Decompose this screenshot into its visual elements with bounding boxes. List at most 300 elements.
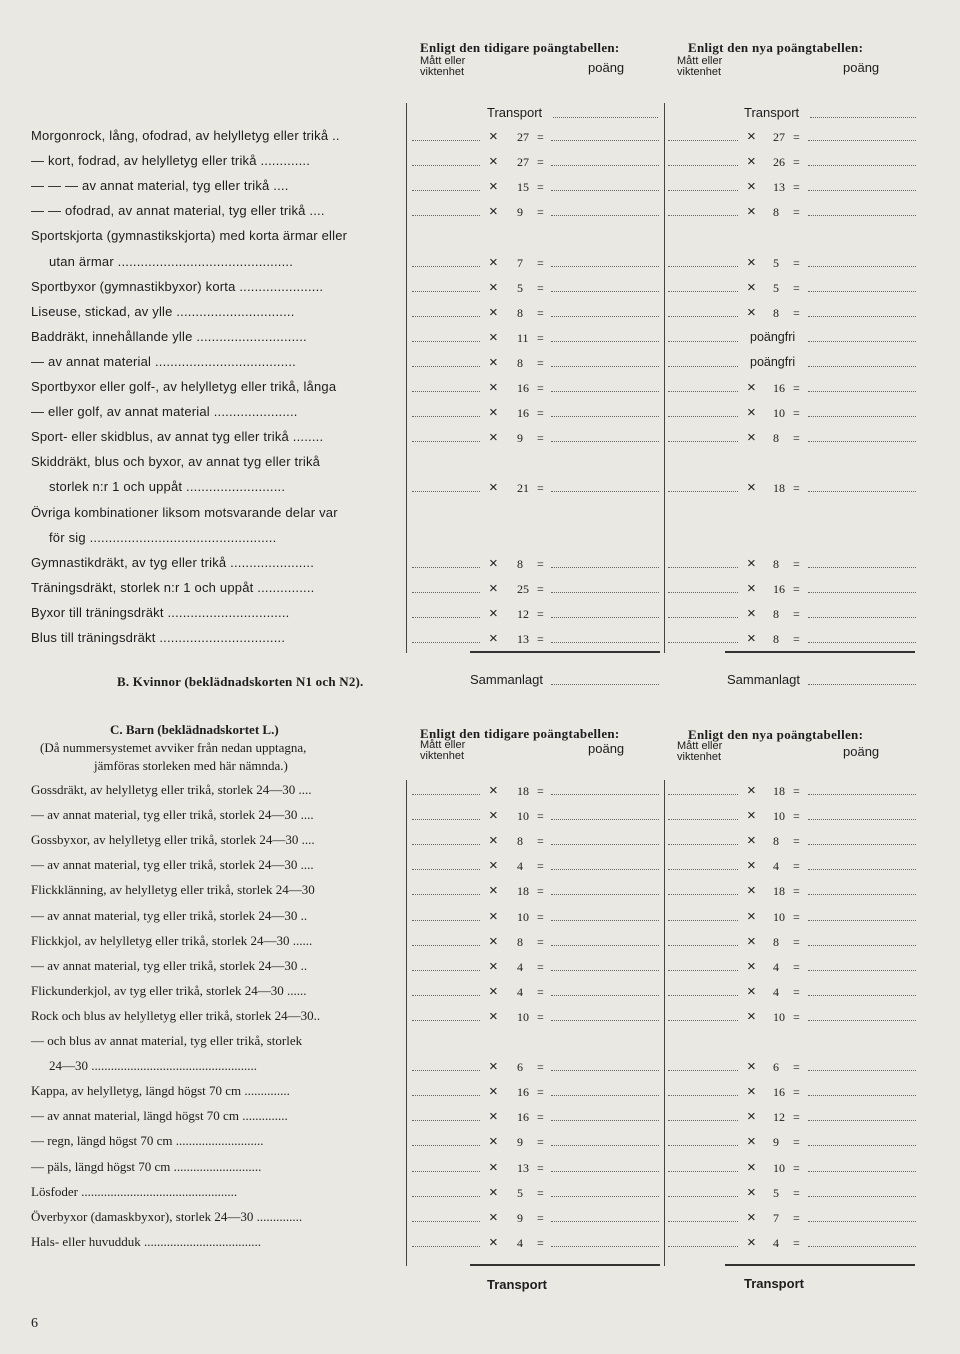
equals-sign: =	[537, 355, 544, 370]
multiply-icon: ×	[747, 303, 756, 321]
new-points-value: 10	[773, 1160, 785, 1175]
multiply-icon: ×	[489, 907, 498, 925]
leader-dots	[808, 1120, 916, 1121]
old-points-label: poäng	[588, 60, 625, 75]
leader-dots	[808, 869, 916, 870]
multiply-icon: ×	[489, 554, 498, 572]
leader-dots	[808, 567, 916, 568]
leader-dots	[808, 491, 916, 492]
leader-dots	[668, 1145, 738, 1146]
new-unit-label-4: viktenhet	[677, 751, 722, 763]
leader-dots	[412, 491, 480, 492]
leader-dots	[668, 366, 738, 367]
leader-dots	[808, 1221, 916, 1222]
new-points-label-2: poäng	[843, 744, 880, 759]
old-table-title: Enligt den tidigare poängtabellen:	[420, 40, 620, 55]
equals-sign: =	[793, 255, 800, 270]
new-points-value: 16	[773, 581, 785, 596]
old-points-value: 13	[517, 1160, 529, 1175]
multiply-icon: ×	[489, 579, 498, 597]
leader-dots	[668, 945, 738, 946]
row-label: Hals- eller huvudduk ....................................	[31, 1233, 262, 1249]
old-points-value: 16	[517, 1085, 529, 1100]
leader-dots	[668, 1196, 738, 1197]
old-points-value: 27	[517, 130, 529, 144]
leader-dots	[412, 1095, 480, 1096]
multiply-icon: ×	[489, 630, 498, 647]
new-points-value: 4	[773, 859, 779, 874]
leader-dots	[551, 165, 659, 166]
old-points-value: 9	[517, 205, 523, 220]
equals-sign: =	[793, 1009, 800, 1024]
new-points-value: 6	[773, 1060, 779, 1075]
old-points-value: 11	[517, 330, 529, 345]
leader-dots	[412, 1221, 480, 1222]
new-points-value: 5	[773, 255, 779, 270]
equals-sign: =	[537, 205, 544, 220]
equals-sign: =	[537, 606, 544, 621]
equals-sign: =	[793, 859, 800, 874]
old-points-value: 10	[517, 1009, 529, 1024]
leader-dots	[668, 567, 738, 568]
equals-sign: =	[537, 859, 544, 874]
row-label: för sig .................................................	[49, 529, 277, 545]
equals-sign: =	[537, 984, 544, 999]
equals-sign: =	[537, 834, 544, 849]
leader-dots	[551, 819, 659, 820]
leader-dots	[551, 441, 659, 442]
leader-dots	[810, 117, 916, 118]
leader-dots	[412, 165, 480, 166]
leader-dots	[668, 819, 738, 820]
leader-dots	[808, 291, 916, 292]
equals-sign: =	[537, 581, 544, 596]
section-c-note-2: jämföras storleken med här nämnda.)	[94, 758, 288, 773]
row-label: Liseuse, stickad, av ylle ...............................	[31, 303, 295, 319]
leader-dots	[668, 617, 738, 618]
equals-sign: =	[537, 1160, 544, 1175]
equals-sign: =	[537, 934, 544, 949]
row-label: Rock och blus av helylletyg eller trikå, storlek 24—30..	[31, 1007, 321, 1023]
row-label: Träningsdräkt, storlek n:r 1 och uppåt ...............	[31, 579, 315, 595]
leader-dots	[808, 970, 916, 971]
leader-dots	[412, 1196, 480, 1197]
new-sum-rule	[725, 651, 915, 653]
row-label: Lösfoder ................................................	[31, 1183, 238, 1199]
row-label: Sportskjorta (gymnastikskjorta) med korta ärmar eller	[31, 228, 348, 244]
leader-dots	[668, 140, 738, 141]
row-label: — av annat material, tyg eller trikå, storlek 24—30 ..	[31, 907, 308, 923]
equals-sign: =	[537, 1135, 544, 1150]
row-label: Flickunderkjol, av tyg eller trikå, storlek 24—30 ......	[31, 982, 307, 998]
old-points-value: 7	[517, 255, 523, 270]
leader-dots	[808, 920, 916, 921]
new-points-value: 7	[773, 1210, 779, 1225]
multiply-icon: ×	[489, 153, 498, 171]
leader-dots	[412, 1145, 480, 1146]
new-points-value: 16	[773, 381, 785, 395]
leader-dots	[412, 215, 480, 216]
multiply-icon: ×	[489, 932, 498, 950]
leader-dots	[412, 970, 480, 971]
equals-sign: =	[793, 280, 800, 295]
old-points-value: 9	[517, 431, 523, 446]
row-label: — och blus av annat material, tyg eller trikå, storlek	[31, 1033, 303, 1048]
leader-dots	[551, 1070, 659, 1071]
leader-dots	[808, 1246, 916, 1247]
new-unit-label-3: Mått eller	[677, 740, 723, 752]
equals-sign: =	[793, 481, 800, 496]
leader-dots	[412, 391, 480, 392]
leader-dots	[668, 316, 738, 317]
multiply-icon: ×	[747, 807, 756, 825]
leader-dots	[412, 140, 480, 141]
multiply-icon: ×	[489, 832, 498, 850]
multiply-icon: ×	[747, 579, 756, 597]
multiply-icon: ×	[747, 1233, 756, 1251]
multiply-icon: ×	[747, 278, 756, 296]
new-sammanlagt: Sammanlagt	[727, 672, 800, 687]
multiply-icon: ×	[747, 128, 756, 145]
equals-sign: =	[537, 1185, 544, 1200]
multiply-icon: ×	[489, 253, 498, 271]
multiply-icon: ×	[747, 782, 756, 799]
leader-dots	[808, 215, 916, 216]
multiply-icon: ×	[747, 1208, 756, 1226]
row-label: Skiddräkt, blus och byxor, av annat tyg eller trikå	[31, 454, 321, 470]
leader-dots	[808, 1095, 916, 1096]
multiply-icon: ×	[489, 479, 498, 497]
multiply-icon: ×	[747, 957, 756, 975]
leader-dots	[808, 165, 916, 166]
leader-dots	[668, 1171, 738, 1172]
equals-sign: =	[537, 909, 544, 924]
old-points-value: 16	[517, 1110, 529, 1125]
row-label: utan ärmar ..............................................	[49, 253, 294, 269]
leader-dots	[808, 1070, 916, 1071]
old-points-value: 21	[517, 481, 529, 496]
multiply-icon: ×	[747, 554, 756, 572]
equals-sign: =	[537, 1060, 544, 1075]
leader-dots	[412, 844, 480, 845]
new-points-value: 26	[773, 155, 785, 170]
leader-dots	[668, 995, 738, 996]
new-points-value: 10	[773, 809, 785, 824]
equals-sign: =	[537, 1009, 544, 1024]
old-points-label-2: poäng	[588, 741, 625, 756]
new-points-value: 8	[773, 205, 779, 220]
equals-sign: =	[793, 909, 800, 924]
leader-dots	[551, 266, 659, 267]
leader-dots	[551, 642, 659, 643]
multiply-icon: ×	[489, 1233, 498, 1251]
leader-dots	[808, 684, 916, 685]
new-points-value: 10	[773, 406, 785, 421]
equals-sign: =	[793, 1135, 800, 1150]
equals-sign: =	[793, 155, 800, 170]
equals-sign: =	[537, 381, 544, 395]
multiply-icon: ×	[489, 1108, 498, 1126]
leader-dots	[412, 642, 480, 643]
old-points-value: 5	[517, 1185, 523, 1200]
old-points-value: 9	[517, 1135, 523, 1150]
old-sum-rule-lower	[470, 1264, 660, 1266]
equals-sign: =	[793, 305, 800, 320]
leader-dots	[551, 416, 659, 417]
multiply-icon: ×	[747, 1083, 756, 1101]
multiply-icon: ×	[747, 1007, 756, 1025]
multiply-icon: ×	[489, 404, 498, 422]
multiply-icon: ×	[489, 982, 498, 1000]
multiply-icon: ×	[747, 882, 756, 900]
old-points-value: 4	[517, 984, 523, 999]
new-points-value: 8	[773, 606, 779, 621]
leader-dots	[551, 592, 659, 593]
leader-dots	[808, 366, 916, 367]
row-label: — — ofodrad, av annat material, tyg eller trikå ....	[31, 203, 325, 219]
equals-sign: =	[537, 155, 544, 170]
leader-dots	[808, 316, 916, 317]
equals-sign: =	[537, 1235, 544, 1250]
equals-sign: =	[793, 581, 800, 596]
leader-dots	[668, 341, 738, 342]
equals-sign: =	[537, 809, 544, 824]
equals-sign: =	[793, 180, 800, 195]
multiply-icon: ×	[747, 630, 756, 647]
leader-dots	[808, 794, 916, 795]
leader-dots	[551, 617, 659, 618]
equals-sign: =	[537, 959, 544, 974]
row-label: Gossbyxor, av helylletyg eller trikå, storlek 24—30 ....	[31, 832, 315, 848]
old-points-value: 15	[517, 180, 529, 195]
old-sammanlagt: Sammanlagt	[470, 672, 543, 687]
new-points-label: poäng	[843, 60, 880, 75]
new-transport-top: Transport	[744, 105, 800, 120]
row-label: Sportbyxor (gymnastikbyxor) korta ......................	[31, 278, 324, 294]
old-points-value: 8	[517, 355, 523, 370]
multiply-icon: ×	[489, 1158, 498, 1176]
multiply-icon: ×	[489, 807, 498, 825]
equals-sign: =	[537, 1085, 544, 1100]
leader-dots	[412, 592, 480, 593]
row-label: Blus till träningsdräkt .................................	[31, 630, 286, 645]
column-divider-left	[406, 103, 407, 653]
new-table-title: Enligt den nya poängtabellen:	[688, 40, 864, 55]
leader-dots	[668, 416, 738, 417]
leader-dots	[412, 1246, 480, 1247]
row-label: Flickklänning, av helylletyg eller trikå, storlek 24—30	[31, 882, 315, 898]
multiply-icon: ×	[489, 128, 498, 145]
leader-dots	[551, 567, 659, 568]
leader-dots	[551, 140, 659, 141]
row-label: — päls, längd högst 70 cm ...........................	[31, 1158, 262, 1174]
multiply-icon: ×	[747, 429, 756, 447]
new-points-value: 8	[773, 305, 779, 320]
new-points-value: 8	[773, 556, 779, 571]
leader-dots	[551, 215, 659, 216]
equals-sign: =	[793, 1110, 800, 1125]
leader-dots	[551, 391, 659, 392]
leader-dots	[808, 416, 916, 417]
multiply-icon: ×	[747, 479, 756, 497]
new-points-value: 13	[773, 180, 785, 195]
old-unit-label-1: Mått eller	[420, 55, 466, 67]
leader-dots	[553, 117, 658, 118]
old-points-value: 8	[517, 934, 523, 949]
row-label: — av annat material, tyg eller trikå, storlek 24—30 ....	[31, 807, 314, 823]
new-points-value: 27	[773, 130, 785, 144]
new-points-value: 12	[773, 1110, 785, 1125]
old-points-value: 27	[517, 155, 529, 170]
row-label: — regn, längd högst 70 cm ...........................	[31, 1133, 264, 1149]
leader-dots	[808, 894, 916, 895]
row-label: Övriga kombinationer liksom motsvarande delar var	[31, 504, 338, 520]
old-points-value: 8	[517, 834, 523, 849]
equals-sign: =	[793, 205, 800, 220]
equals-sign: =	[793, 1160, 800, 1175]
leader-dots	[668, 869, 738, 870]
leader-dots	[808, 642, 916, 643]
new-unit-label-1: Mått eller	[677, 55, 723, 67]
leader-dots	[412, 341, 480, 342]
multiply-icon: ×	[489, 353, 498, 371]
leader-dots	[668, 491, 738, 492]
leader-dots	[551, 945, 659, 946]
points-free-label: poängfri	[750, 329, 796, 344]
equals-sign: =	[793, 984, 800, 999]
equals-sign: =	[537, 556, 544, 571]
old-points-value: 16	[517, 406, 529, 421]
new-points-value: 4	[773, 1235, 779, 1250]
leader-dots	[668, 266, 738, 267]
multiply-icon: ×	[489, 328, 498, 346]
row-label: — av annat material, längd högst 70 cm ..............	[31, 1108, 288, 1124]
leader-dots	[551, 291, 659, 292]
multiply-icon: ×	[747, 907, 756, 925]
equals-sign: =	[793, 1235, 800, 1250]
new-points-value: 4	[773, 959, 779, 974]
old-points-value: 10	[517, 909, 529, 924]
old-points-value: 4	[517, 959, 523, 974]
leader-dots	[808, 1020, 916, 1021]
leader-dots	[668, 894, 738, 895]
multiply-icon: ×	[489, 1183, 498, 1201]
new-points-value: 18	[773, 481, 785, 496]
equals-sign: =	[793, 1185, 800, 1200]
leader-dots	[412, 1020, 480, 1021]
leader-dots	[808, 945, 916, 946]
leader-dots	[412, 995, 480, 996]
leader-dots	[412, 291, 480, 292]
multiply-icon: ×	[489, 1208, 498, 1226]
multiply-icon: ×	[489, 278, 498, 296]
multiply-icon: ×	[747, 203, 756, 221]
row-label: 24—30 ...................................................	[49, 1058, 257, 1074]
leader-dots	[808, 1171, 916, 1172]
old-transport-bottom: Transport	[487, 1277, 547, 1292]
leader-dots	[668, 970, 738, 971]
old-unit-label-4: viktenhet	[420, 750, 465, 762]
equals-sign: =	[537, 1210, 544, 1225]
row-label: Överbyxor (damaskbyxor), storlek 24—30 ..............	[31, 1208, 303, 1224]
equals-sign: =	[793, 959, 800, 974]
leader-dots	[551, 920, 659, 921]
row-label: — av annat material, tyg eller trikå, storlek 24—30 ..	[31, 957, 308, 973]
leader-dots	[551, 1221, 659, 1222]
old-points-value: 18	[517, 784, 529, 798]
leader-dots	[551, 190, 659, 191]
multiply-icon: ×	[747, 404, 756, 422]
row-label: — av annat material, tyg eller trikå, storlek 24—30 ....	[31, 857, 314, 873]
row-label: — — — av annat material, tyg eller trikå ....	[31, 178, 289, 194]
leader-dots	[551, 1145, 659, 1146]
leader-dots	[551, 491, 659, 492]
old-points-value: 5	[517, 280, 523, 295]
equals-sign: =	[793, 606, 800, 621]
equals-sign: =	[793, 381, 800, 395]
new-sum-rule-lower	[725, 1264, 915, 1266]
new-points-value: 8	[773, 934, 779, 949]
old-points-value: 4	[517, 859, 523, 874]
leader-dots	[808, 266, 916, 267]
column-divider-left-lower	[406, 780, 407, 1266]
leader-dots	[551, 894, 659, 895]
row-label: Baddräkt, innehållande ylle .............................	[31, 328, 307, 344]
multiply-icon: ×	[489, 857, 498, 875]
multiply-icon: ×	[489, 882, 498, 900]
leader-dots	[808, 592, 916, 593]
leader-dots	[668, 920, 738, 921]
multiply-icon: ×	[747, 379, 756, 396]
leader-dots	[412, 366, 480, 367]
leader-dots	[808, 995, 916, 996]
leader-dots	[412, 316, 480, 317]
leader-dots	[808, 391, 916, 392]
leader-dots	[551, 970, 659, 971]
multiply-icon: ×	[489, 1083, 498, 1101]
leader-dots	[551, 1246, 659, 1247]
row-label: Sportbyxor eller golf-, av helylletyg eller trikå, långa	[31, 379, 337, 394]
leader-dots	[668, 291, 738, 292]
equals-sign: =	[537, 481, 544, 496]
points-free-label: poängfri	[750, 354, 796, 369]
old-sum-rule	[470, 651, 660, 653]
old-points-value: 6	[517, 1060, 523, 1075]
multiply-icon: ×	[489, 429, 498, 447]
leader-dots	[412, 1070, 480, 1071]
equals-sign: =	[537, 305, 544, 320]
row-label: storlek n:r 1 och uppåt ..........................	[49, 479, 286, 495]
equals-sign: =	[537, 784, 544, 798]
multiply-icon: ×	[489, 379, 498, 396]
new-unit-label-2: viktenhet	[677, 66, 722, 78]
leader-dots	[668, 165, 738, 166]
leader-dots	[551, 1196, 659, 1197]
multiply-icon: ×	[747, 1108, 756, 1126]
row-label: — kort, fodrad, av helylletyg eller trikå .............	[31, 153, 311, 169]
old-table-title-2: Enligt den tidigare poängtabellen:	[420, 726, 620, 741]
equals-sign: =	[793, 1210, 800, 1225]
equals-sign: =	[537, 884, 544, 899]
leader-dots	[551, 869, 659, 870]
multiply-icon: ×	[747, 832, 756, 850]
equals-sign: =	[537, 130, 544, 144]
new-points-value: 18	[773, 884, 785, 899]
leader-dots	[551, 341, 659, 342]
leader-dots	[412, 1120, 480, 1121]
multiply-icon: ×	[747, 857, 756, 875]
leader-dots	[808, 190, 916, 191]
